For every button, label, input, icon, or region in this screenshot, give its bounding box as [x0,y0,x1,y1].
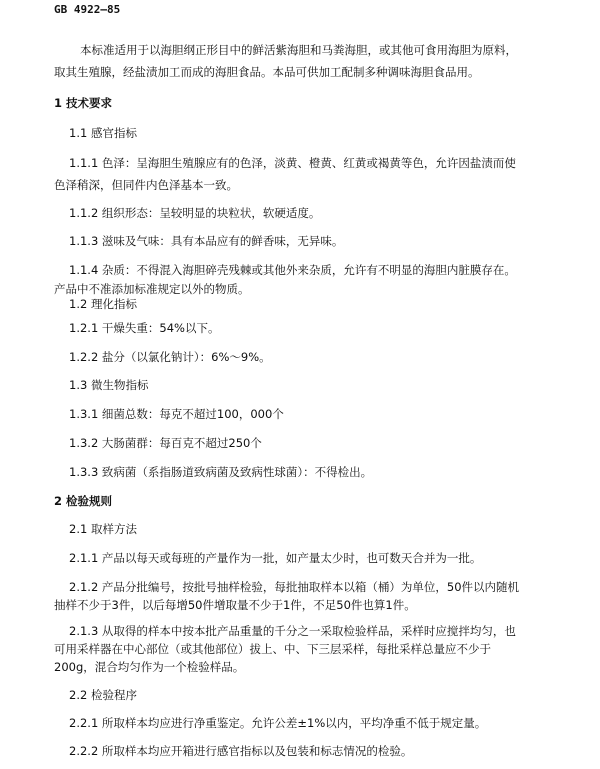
clause-1-1-4-line-2: 产品中不准添加标准规定以外的物质。 [54,282,250,296]
clause-2-1-3-line-3: 200g，混合均匀作为一个检验样品。 [54,660,245,674]
clause-1-3-3: 1.3.3 致病菌（系指肠道致病菌及致病性球菌）：不得检出。 [69,465,373,479]
subsection-1-3-heading: 1.3 微生物指标 [69,378,149,392]
clause-2-1-3-line-2: 可用采样器在中心部位（或其他部位）拔上、中、下三层采样，每批采样总量应不少于 [54,642,491,656]
clause-2-1-2-line-2: 抽样不少于3件，以后每增50件增取量不少于1件，不足50件也算1件。 [54,598,416,612]
subsection-1-1-heading: 1.1 感官指标 [69,126,137,140]
clause-1-1-3: 1.1.3 滋味及气味：具有本品应有的鲜香味，无异味。 [69,234,344,248]
clause-1-1-1-line-1: 1.1.1 色泽：呈海胆生殖腺应有的色泽，淡黄、橙黄、红黄或褐黄等色，允许因盐渍而使 [69,156,516,170]
clause-1-1-1-line-2: 色泽稍深，但同件内色泽基本一致。 [54,178,238,192]
clause-2-1-2-line-1: 2.1.2 产品分批编号，按批号抽样检验，每批抽取样本以箱（桶）为单位，50件以内随机 [69,580,520,594]
standard-code-header: GB 4922—85 [54,3,121,16]
clause-1-1-2: 1.1.2 组织形态：呈较明显的块粒状，软硬适度。 [69,206,321,220]
subsection-2-1-heading: 2.1 取样方法 [69,522,137,536]
section-1-heading: 1 技术要求 [54,96,113,110]
clause-2-2-1: 2.2.1 所取样本均应进行净重鉴定。允许公差±1%以内，平均净重不低于规定量。 [69,716,487,730]
clause-1-3-1: 1.3.1 细菌总数：每克不超过100，000个 [69,407,284,421]
clause-1-2-2: 1.2.2 盐分（以氯化钠计）：6%～9%。 [69,350,271,364]
intro-line-1: 本标准适用于以海胆纲正形目中的鲜活紫海胆和马粪海胆，或其他可食用海胆为原料， [80,43,517,57]
section-2-heading: 2 检验规则 [54,494,113,508]
clause-2-1-1: 2.1.1 产品以每天或每班的产量作为一批，如产量太少时，也可数天合并为一批。 [69,551,482,565]
clause-2-1-3-line-1: 2.1.3 从取得的样本中按本批产品重量的千分之一采取检验样品，采样时应搅拌均匀，也 [69,624,516,638]
subsection-1-2-heading: 1.2 理化指标 [69,297,137,311]
clause-1-1-4-line-1: 1.1.4 杂质：不得混入海胆碎壳残棘或其他外来杂质，允许有不明显的海胆内脏膜存在。 [69,263,516,277]
intro-line-2: 取其生殖腺，经盐渍加工而成的海胆食品。本品可供加工配制多种调味海胆食品用。 [54,65,480,79]
clause-1-2-1: 1.2.1 干燥失重：54%以下。 [69,321,220,335]
subsection-2-2-heading: 2.2 检验程序 [69,688,137,702]
clause-1-3-2: 1.3.2 大肠菌群：每百克不超过250个 [69,436,262,450]
clause-2-2-2: 2.2.2 所取样本均应开箱进行感官指标以及包装和标志情况的检验。 [69,744,413,758]
